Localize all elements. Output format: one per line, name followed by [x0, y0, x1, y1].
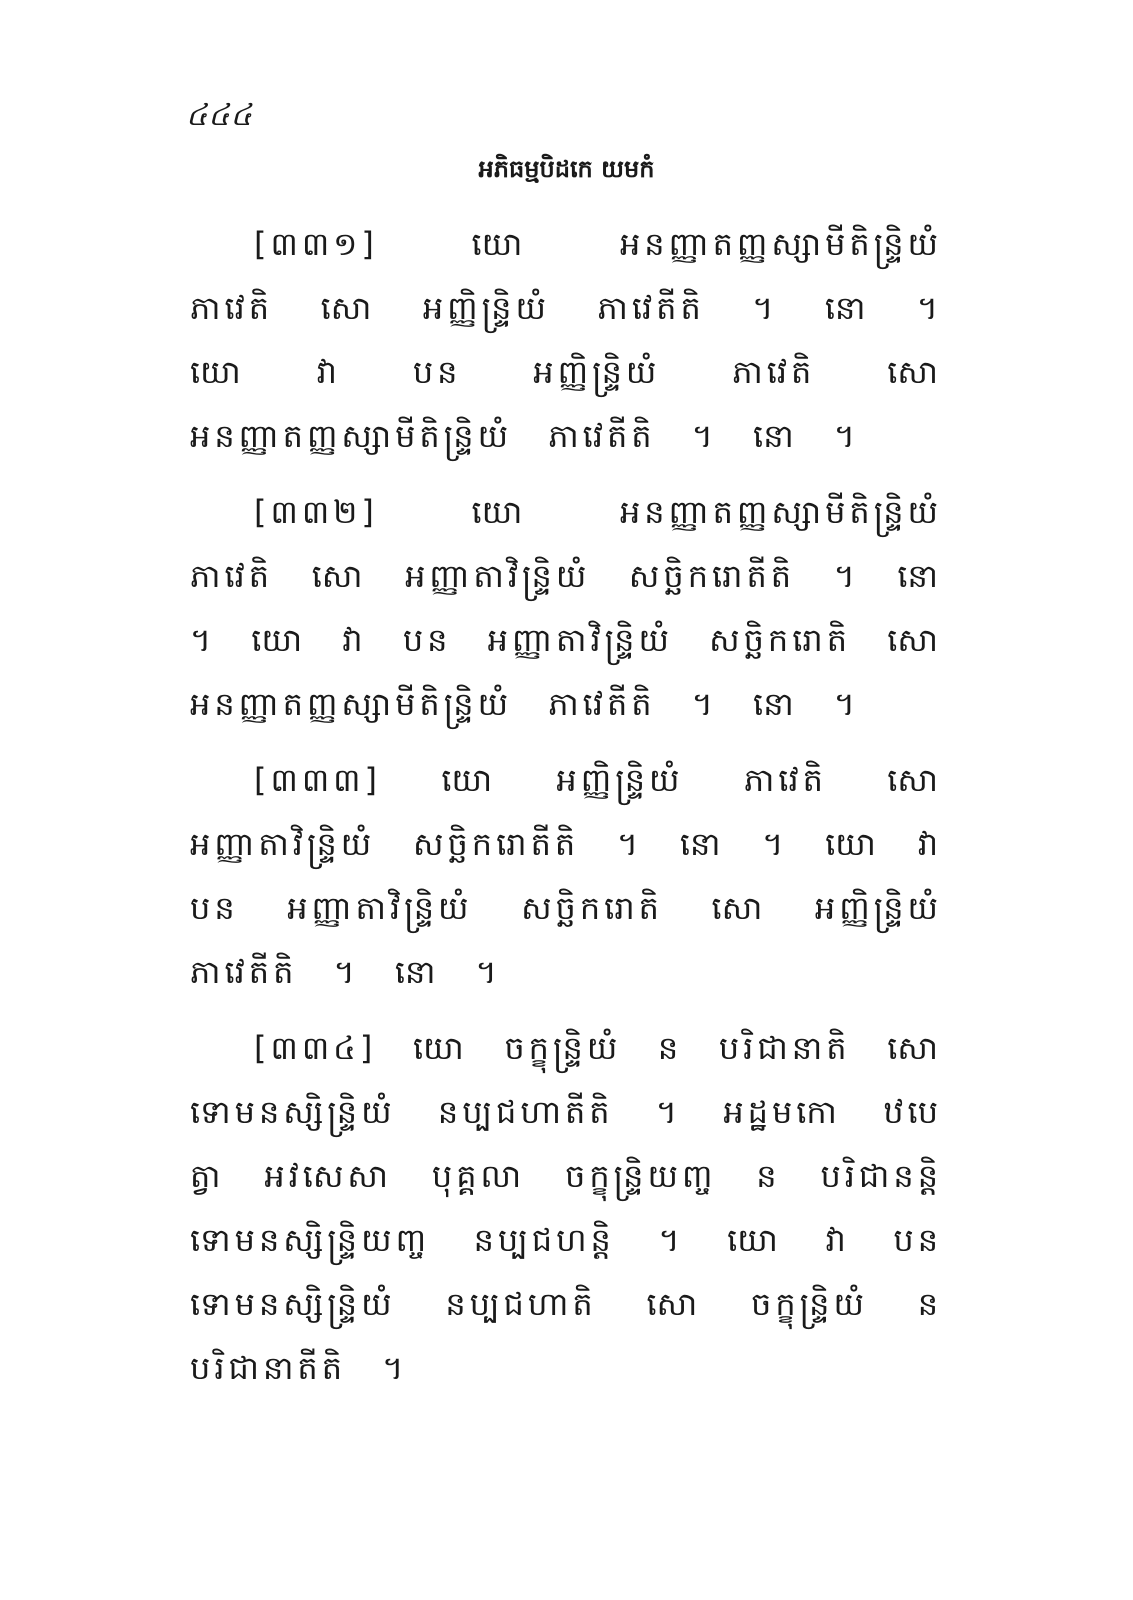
body-text: [190, 212, 942, 1412]
paragraph-331: [៣៣១] យោ អនញ្ញាតញ្ញស្សាមីតិន្ទ្រិយំ ភាវេតិ សោ អញ្ញិន្ទ្រិយំ ភាវេតីតិ ។ នោ ។ យោ វា បន អញ្ញិន្ទ្រិយំ ភាវេតិ សោ អនញ្ញាតញ្ញស្សាមីតិន្ទ្រិយំ ភាវេតីតិ ។ នោ ។: [190, 225, 942, 455]
running-head: អភិធម្មបិដកេ យមកំ: [478, 155, 655, 183]
paragraph-332: [៣៣២] យោ អនញ្ញាតញ្ញស្សាមីតិន្ទ្រិយំ ភាវេតិ សោ អញ្ញាតាវិន្ទ្រិយំ សច្ឆិករោតីតិ ។ នោ ។ យោ វា បន អញ្ញាតាវិន្ទ្រិយំ សច្ឆិករោតិ សោ អនញ្ញាតញ្ញស្សាមីតិន្ទ្រិយំ ភាវេតីតិ ។ នោ ។: [190, 493, 942, 723]
page-number: ៤៤៤: [186, 98, 253, 133]
paragraph-333: [៣៣៣] យោ អញ្ញិន្ទ្រិយំ ភាវេតិ សោ អញ្ញាតាវិន្ទ្រិយំ សច្ឆិករោតីតិ ។ នោ ។ យោ វា បន អញ្ញាតាវិន្ទ្រិយំ សច្ឆិករោតិ សោ អញ្ញិន្ទ្រិយំ ភាវេតីតិ ។ នោ ។: [190, 761, 942, 991]
paragraph-334: [៣៣៤] យោ ចក្ខុន្ទ្រិយំ ន បរិជានាតិ សោ ទោមនស្សិន្ទ្រិយំ នប្បជហាតីតិ ។ អដ្ឋមកោ ឋបេត្វា អវសេសា បុគ្គលា ចក្ខុន្ទ្រិយញ្ច ន បរិជានន្តិ ទោមនស្សិន្ទ្រិយញ្ច នប្បជហន្តិ ។ យោ វា បន ទោមនស្សិន្ទ្រិយំ នប្បជហាតិ សោ ចក្ខុន្ទ្រិយំ ន បរិជានាតីតិ ។: [190, 1029, 942, 1387]
